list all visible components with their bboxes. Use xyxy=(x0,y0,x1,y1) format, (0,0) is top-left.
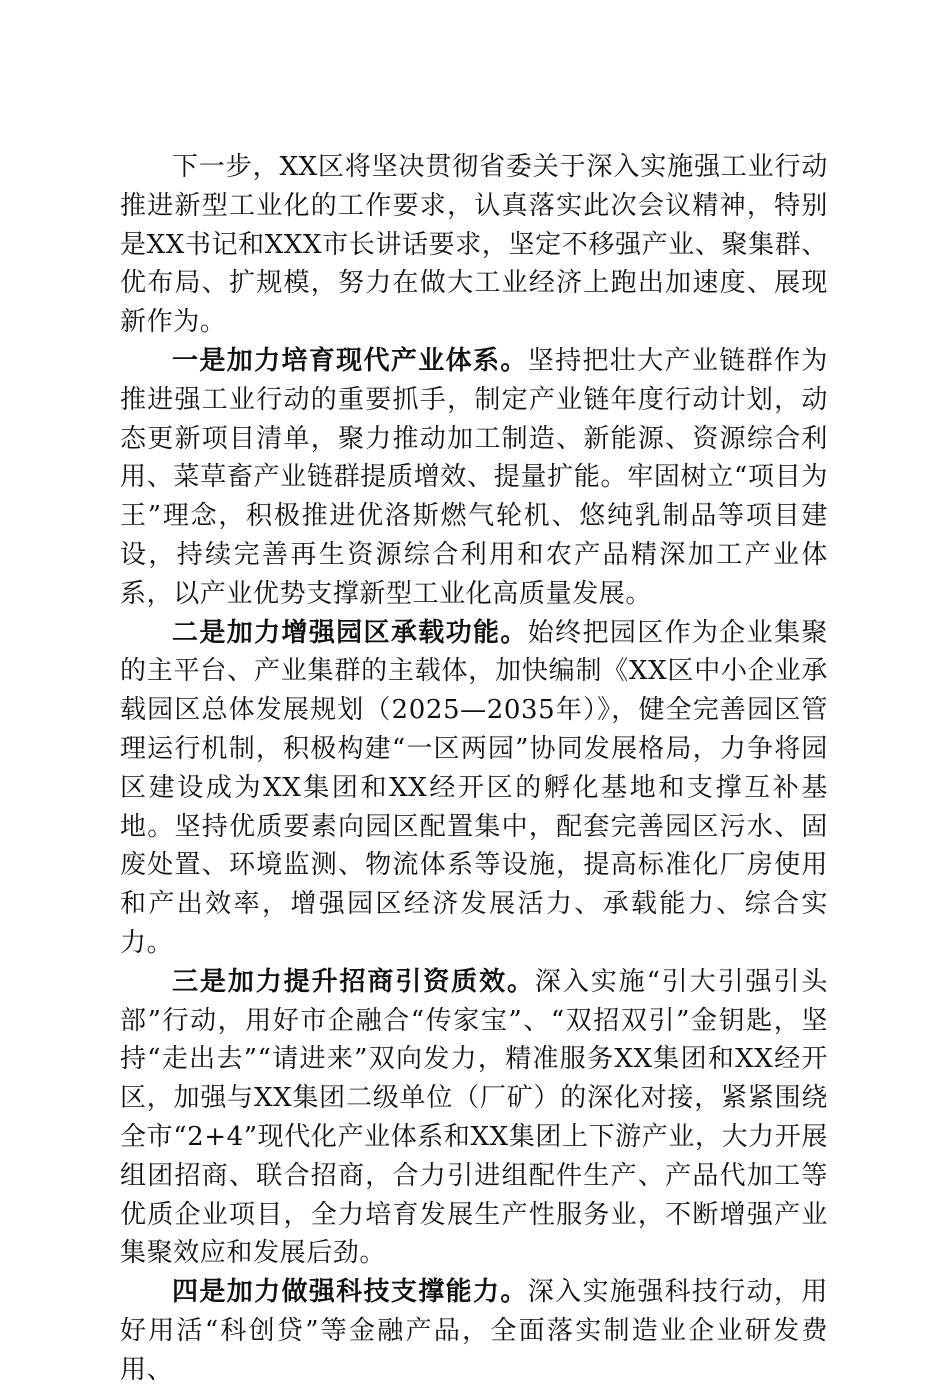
paragraph-lead: 一是加力培育现代产业体系。 xyxy=(172,345,528,376)
paragraph-text: 深入实施“引大引强引头部”行动，用好市企融合“传家宝”、“双招双引”金钥匙，坚持“走出去”“请进来”双向发力，精准服务XX集团和XX经开区，加强与XX集团二级单位（厂矿）的深化对接，紧紧围绕全市“2+4”现代化产业体系和XX集团上下游产业，大力开展组团招商、联合招商，合力引进组配件生产、产品代加工等优质企业项目，全力培育发展生产性服务业，不断增强产业集聚效应和发展后劲。 xyxy=(120,966,828,1269)
paragraph-text: 坚持把壮大产业链群作为推进强工业行动的重要抓手，制定产业链年度行动计划，动态更新项目清单，聚力推动加工制造、新能源、资源综合利用、菜草畜产业链群提质增效、提量扩能。牢固树立“项目为王”理念，积极推进优洛斯燃气轮机、悠纯乳制品等项目建设，持续完善再生资源综合利用和农产品精深加工产业体系，以产业优势支撑新型工业化高质量发展。 xyxy=(120,345,828,609)
paragraph-lead: 三是加力提升招商引资质效。 xyxy=(172,966,535,997)
paragraph-intro xyxy=(120,148,828,342)
paragraph-lead: 二是加力增强园区承载功能。 xyxy=(172,617,528,648)
paragraph-lead: 四是加力做强科技支撑能力。 xyxy=(172,1277,528,1308)
paragraph-text: 下一步，XX区将坚决贯彻省委关于深入实施强工业行动推进新型工业化的工作要求，认真落实此次会议精神，特别是XX书记和XXX市长讲话要求，坚定不移强产业、聚集群、优布局、扩规模，努力在做大工业经济上跑出加速度、展现新作为。 xyxy=(120,152,828,338)
paragraph-industry-system xyxy=(120,342,828,614)
paragraph-text: 始终把园区作为企业集聚的主平台、产业集群的主载体，加快编制《XX区中小企业承载园区总体发展规划（2025—2035年）》，健全完善园区管理运行机制，积极构建“一区两园”协同发展格局，力争将园区建设成为XX集团和XX经开区的孵化基地和支撑互补基地。坚持优质要素向园区配置集中，配套完善园区污水、固废处置、环境监测、物流体系等设施，提高标准化厂房使用和产出效率，增强园区经济发展活力、承载能力、综合实力。 xyxy=(120,617,828,958)
paragraph-technology xyxy=(120,1273,828,1389)
paragraph-investment xyxy=(120,963,828,1273)
paragraph-park-capacity xyxy=(120,614,828,963)
paragraph-text: 深入实施强科技行动，用好用活“科创贷”等金融产品，全面落实制造业企业研发费用、 xyxy=(120,1277,828,1385)
document-page xyxy=(120,148,828,1390)
